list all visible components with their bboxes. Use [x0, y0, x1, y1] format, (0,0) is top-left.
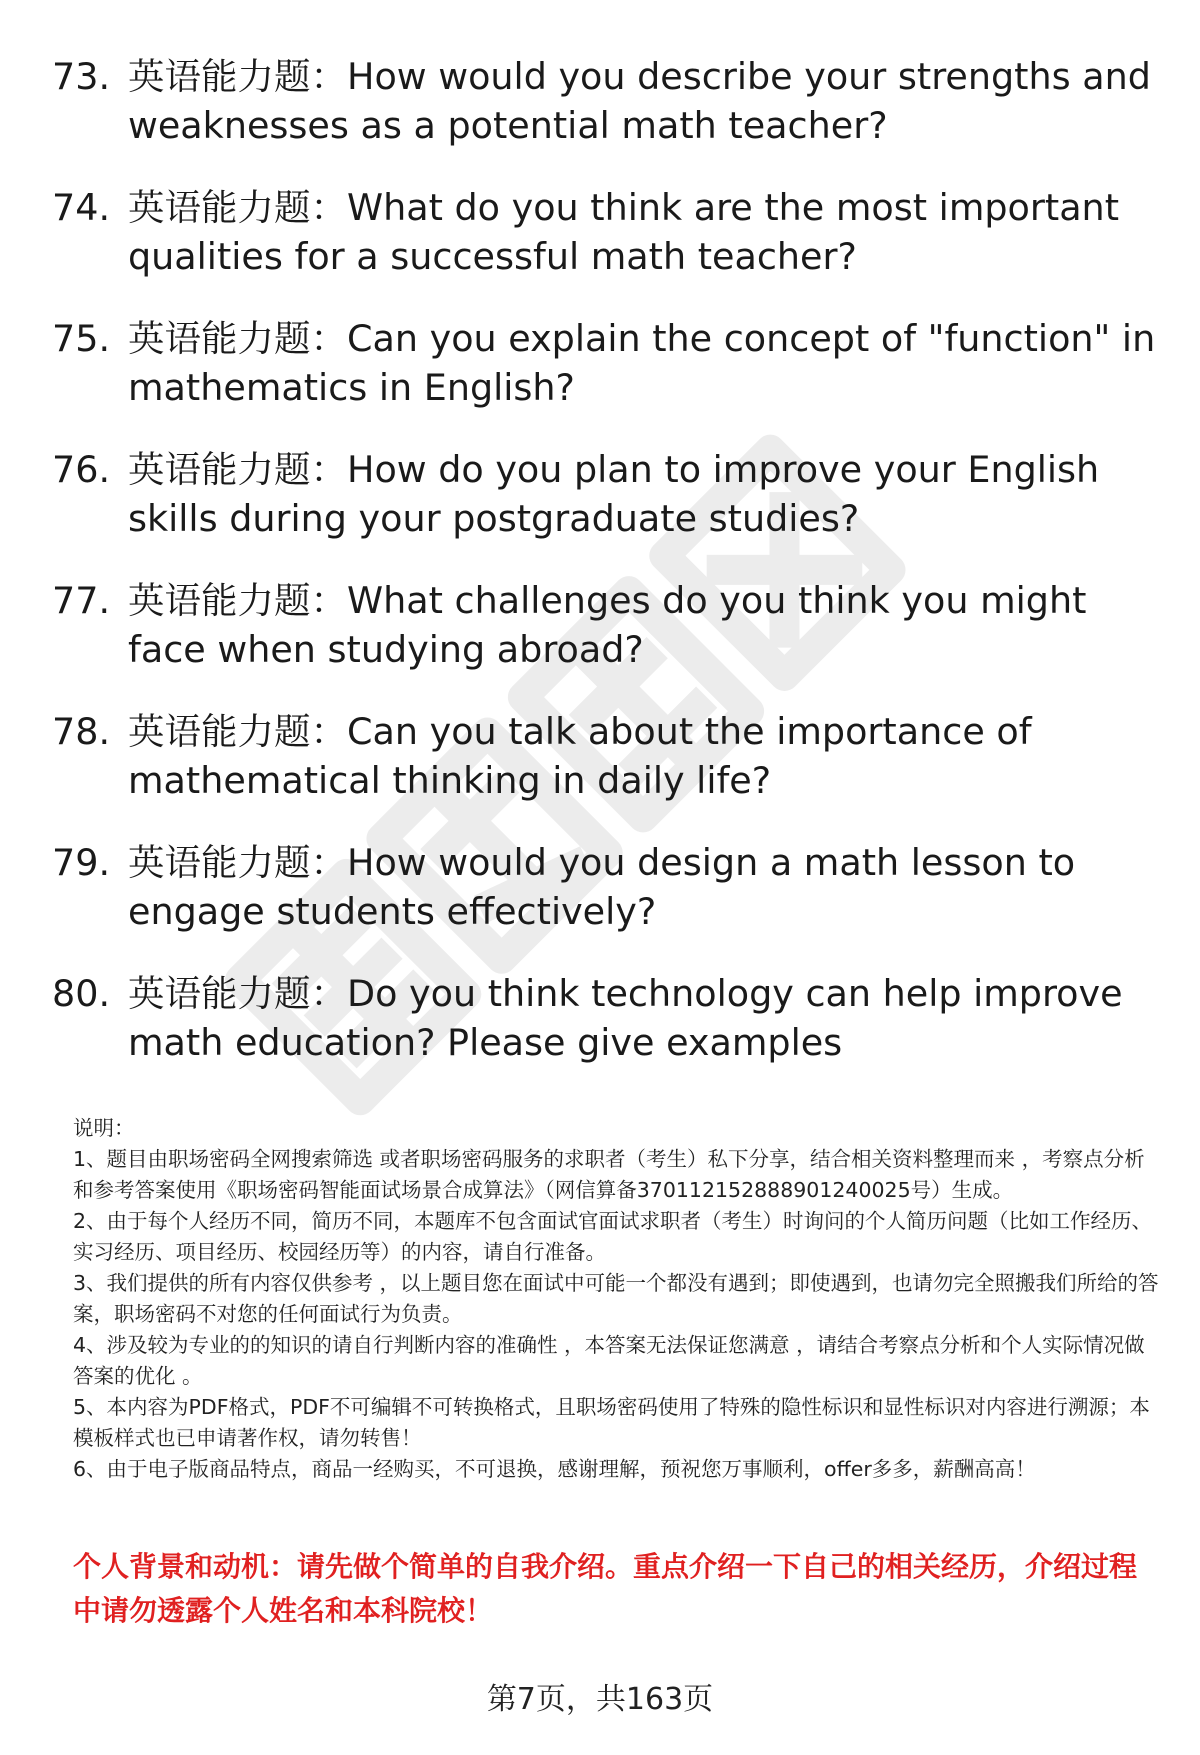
note-item: 6、由于电子版商品特点，商品一经购买，不可退换，感谢理解，预祝您万事顺利，offer多多，薪酬高高！: [73, 1457, 1036, 1481]
question-item: [52, 52, 1162, 150]
question-number: 77.: [52, 579, 111, 622]
question-item: [52, 838, 1162, 936]
question-text: 英语能力题：Do you think technology can help improve math education? Please give examples: [128, 972, 1123, 1064]
section-heading-callout: 个人背景和动机：请先做个简单的自我介绍。重点介绍一下自己的相关经历，介绍过程中请勿透露个人姓名和本科院校！: [73, 1550, 1138, 1627]
note-item: 3、我们提供的所有内容仅供参考 ，以上题目您在面试中可能一个都没有遇到；即使遇到，也请勿完全照搬我们所给的答案，职场密码不对您的任何面试行为负责。: [73, 1271, 1159, 1326]
question-number: 78.: [52, 710, 111, 753]
question-text: 英语能力题：How would you design a math lesson to engage students effectively?: [128, 841, 1076, 933]
page-footer: 第7页，共163页: [486, 1682, 714, 1717]
question-text: 英语能力题：Can you explain the concept of "function" in mathematics in English?: [128, 317, 1156, 409]
question-number: 79.: [52, 841, 111, 884]
note-item: 2、由于每个人经历不同，简历不同，本题库不包含面试官面试求职者（考生）时询问的个人简历问题（比如工作经历、实习经历、项目经历、校园经历等）的内容，请自行准备。: [73, 1209, 1153, 1264]
question-item: [52, 969, 1162, 1067]
question-number: 73.: [52, 55, 111, 98]
note-item: 4、涉及较为专业的的知识的请自行判断内容的准确性 ，本答案无法保证您满意 ，请结合考察点分析和个人实际情况做答案的优化 。: [73, 1333, 1145, 1388]
question-text: 英语能力题：How do you plan to improve your English skills during your postgraduate studies?: [128, 448, 1100, 540]
note-item: 5、本内容为PDF格式，PDF不可编辑不可转换格式，且职场密码使用了特殊的隐性标识和显性标识对内容进行溯源；本模板样式也已申请著作权，请勿转售！: [73, 1395, 1150, 1450]
notes-title: 说明：: [73, 1116, 135, 1140]
note-item: 1、题目由职场密码全网搜索筛选 或者职场密码服务的求职者（考生）私下分享，结合相关资料整理而来 ，考察点分析和参考答案使用《职场密码智能面试场景合成算法》（网信算备370112152888901240025号）生成。: [73, 1147, 1145, 1202]
question-list: [52, 52, 1162, 1100]
question-number: 76.: [52, 448, 111, 491]
notes-section: [73, 1113, 1163, 1485]
question-number: 80.: [52, 972, 111, 1015]
question-text: 英语能力题：Can you talk about the importance of mathematical thinking in daily life?: [128, 710, 1032, 802]
question-item: [52, 445, 1162, 543]
question-item: [52, 314, 1162, 412]
question-item: [52, 183, 1162, 281]
question-number: 75.: [52, 317, 111, 360]
question-text: 英语能力题：What challenges do you think you might face when studying abroad?: [128, 579, 1087, 671]
question-text: 英语能力题：How would you describe your strengths and weaknesses as a potential math teacher?: [128, 55, 1151, 147]
question-item: [52, 707, 1162, 805]
question-text: 英语能力题：What do you think are the most important qualities for a successful math teacher?: [128, 186, 1120, 278]
question-item: [52, 576, 1162, 674]
question-number: 74.: [52, 186, 111, 229]
